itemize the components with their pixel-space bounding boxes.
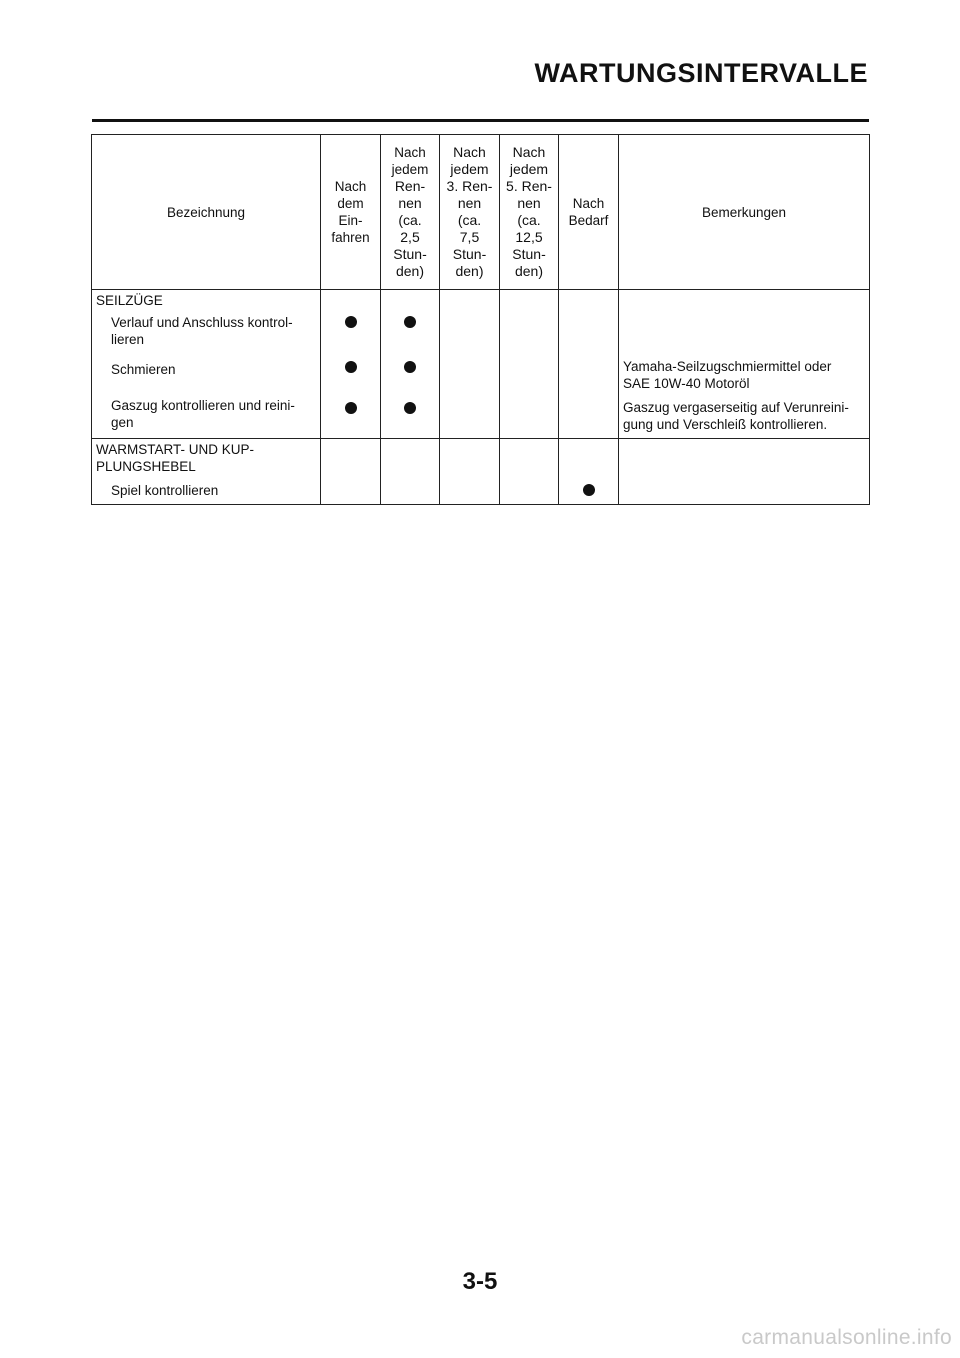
mark-cell-5-rennen — [500, 439, 559, 505]
header-bezeichnung: Bezeichnung — [92, 135, 321, 290]
mark-cell-5-rennen — [500, 290, 559, 439]
header-nach-3-rennen: Nach jedem 3. Ren- nen (ca. 7,5 Stun- den) — [440, 135, 500, 290]
title-rule — [92, 119, 869, 122]
mark-cell-einfahren — [321, 439, 381, 505]
mark-cell-jedem-rennen — [381, 290, 440, 439]
mark-cell-einfahren — [321, 290, 381, 439]
check-dot-icon — [345, 402, 357, 414]
mark-cell-3-rennen — [440, 439, 500, 505]
notes-cell-warmstart — [619, 439, 870, 505]
page-number: 3-5 — [462, 1268, 498, 1295]
section-title: SEILZÜGE — [96, 293, 163, 308]
check-dot-icon — [404, 402, 416, 414]
item-schmieren: Schmieren — [111, 362, 176, 377]
table-header-row — [92, 135, 870, 290]
header-nach-5-rennen: Nach jedem 5. Ren- nen (ca. 12,5 Stun- den) — [500, 135, 559, 290]
section-title: WARMSTART- UND KUP- PLUNGSHEBEL — [96, 442, 254, 474]
check-dot-icon — [345, 316, 357, 328]
mark-cell-3-rennen — [440, 290, 500, 439]
check-dot-icon — [404, 361, 416, 373]
mark-cell-jedem-rennen — [381, 439, 440, 505]
maintenance-interval-table — [91, 134, 870, 505]
item-verlauf: Verlauf und Anschluss kontrol- lieren — [111, 315, 293, 347]
mark-cell-bedarf — [559, 439, 619, 505]
check-dot-icon — [404, 316, 416, 328]
mark-cell-bedarf — [559, 290, 619, 439]
header-nach-bedarf: Nach Bedarf — [559, 135, 619, 290]
check-dot-icon — [345, 361, 357, 373]
section-cell-warmstart — [92, 439, 321, 505]
header-bemerkungen: Bemerkungen — [619, 135, 870, 290]
note-gaszug: Gaszug vergaserseitig auf Verunreini- gung und Verschleiß kontrollieren. — [623, 400, 849, 432]
item-spiel: Spiel kontrollieren — [111, 483, 219, 498]
header-nach-einfahren: Nach dem Ein- fahren — [321, 135, 381, 290]
notes-cell-seilzuege — [619, 290, 870, 439]
table-row-section-seilzuege — [92, 290, 870, 439]
table-row-section-warmstart — [92, 439, 870, 505]
item-gaszug: Gaszug kontrollieren und reini- gen — [111, 398, 295, 430]
page-title: WARTUNGSINTERVALLE — [534, 58, 868, 88]
header-nach-jedem-rennen: Nach jedem Ren- nen (ca. 2,5 Stun- den) — [381, 135, 440, 290]
watermark: carmanualsonline.info — [741, 1326, 952, 1349]
check-dot-icon — [583, 484, 595, 496]
note-schmieren: Yamaha-Seilzugschmiermittel oder SAE 10W-40 Motoröl — [623, 359, 832, 391]
section-cell-seilzuege — [92, 290, 321, 439]
